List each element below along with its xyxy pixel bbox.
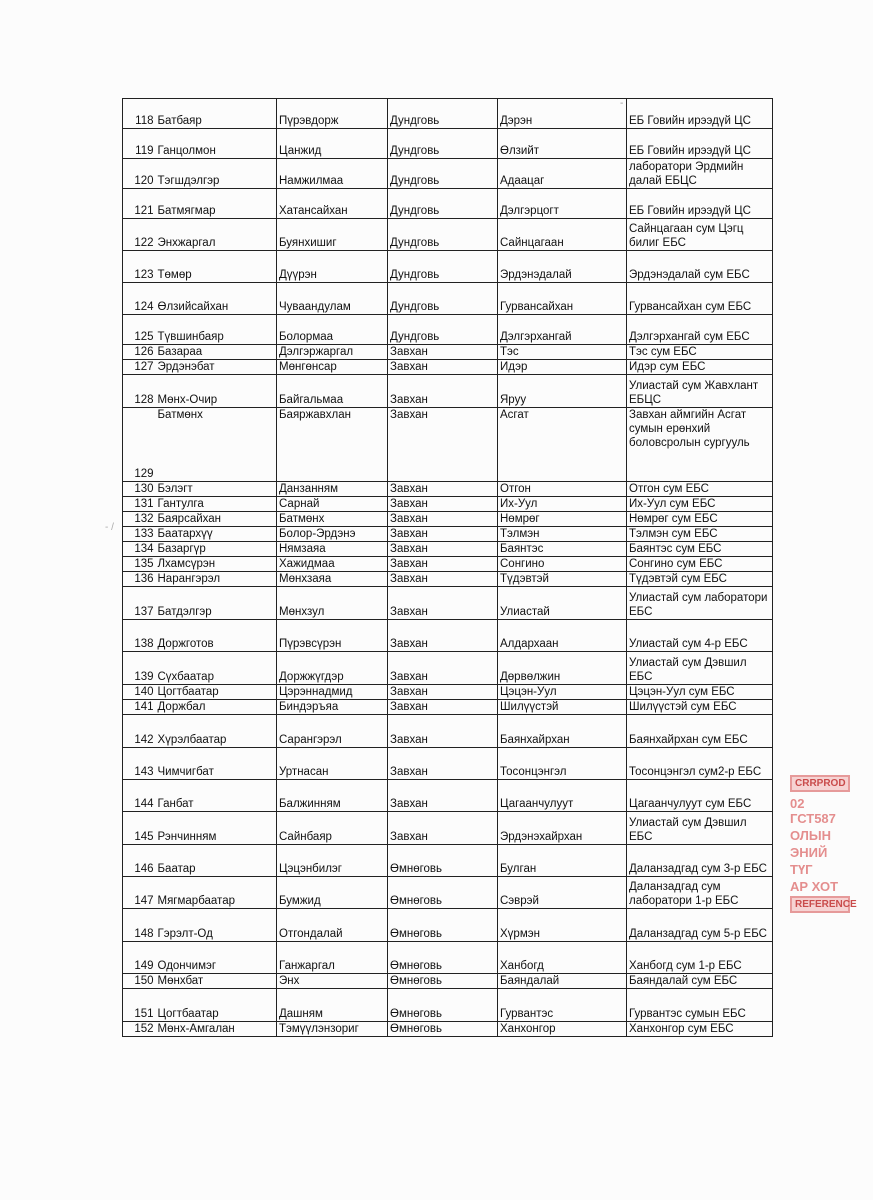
soum-cell: Дэлгэрцогт [498,189,627,219]
first-name-cell: Доржготов [156,620,277,652]
aimag-cell: Өмнөговь [388,942,498,974]
first-name-cell: Гэрэлт-Од [156,909,277,942]
table-row [123,375,773,408]
first-name-cell: Эрдэнэбат [156,360,277,375]
last-name-cell: Энх [277,974,388,989]
row-number: 138 [123,620,156,652]
table-row [123,572,773,587]
soum-cell: Дөрвөлжин [498,652,627,685]
school-cell: Түдэвтэй сум ЕБС [627,572,773,587]
last-name-cell: Цэрэннадмид [277,685,388,700]
first-name-cell: Баярсайхан [156,512,277,527]
first-name-cell: Рэнчинням [156,812,277,845]
school-cell: Тосонцэнгэл сум2-р ЕБС [627,748,773,780]
stamp-header: CRRPROD [790,775,850,792]
row-number: 121 [123,189,156,219]
school-cell: Тэс сум ЕБС [627,345,773,360]
aimag-cell: Завхан [388,715,498,748]
row-number: 139 [123,652,156,685]
first-name-cell: Бэлэгт [156,482,277,497]
school-cell: Эрдэнэдалай сум ЕБС [627,251,773,283]
school-cell: Улиастай сум 4-р ЕБС [627,620,773,652]
table-row [123,497,773,512]
row-number: 143 [123,748,156,780]
aimag-cell: Өмнөговь [388,877,498,909]
table-row [123,652,773,685]
last-name-cell: Буянхишиг [277,219,388,251]
school-cell: ЕБ Говийн ирээдүй ЦС [627,189,773,219]
row-number: 149 [123,942,156,974]
first-name-cell: Сүхбаатар [156,652,277,685]
row-number: 132 [123,512,156,527]
table-row [123,909,773,942]
table-row [123,219,773,251]
table-row [123,251,773,283]
stamp-line: АР ХОТ [790,879,839,894]
first-name-cell: Доржбал [156,700,277,715]
last-name-cell: Мөнхзул [277,587,388,620]
last-name-cell: Уртнасан [277,748,388,780]
aimag-cell: Завхан [388,542,498,557]
row-number: 123 [123,251,156,283]
row-number: 127 [123,360,156,375]
table-row [123,408,773,482]
aimag-cell: Дундговь [388,251,498,283]
first-name-cell: Батмягмар [156,189,277,219]
row-number: 151 [123,989,156,1022]
first-name-cell: Батмөнх [156,408,277,482]
last-name-cell: Болормаа [277,315,388,345]
soum-cell: Цэцэн-Уул [498,685,627,700]
row-number: 134 [123,542,156,557]
last-name-cell: Сарангэрэл [277,715,388,748]
first-name-cell: Батбаяр [156,99,277,129]
school-cell: Ханбогд сум 1-р ЕБС [627,942,773,974]
first-name-cell: Мөнх-Очир [156,375,277,408]
school-cell: Гурвансайхан сум ЕБС [627,283,773,315]
last-name-cell: Батмөнх [277,512,388,527]
last-name-cell: Отгондалай [277,909,388,942]
row-number: 137 [123,587,156,620]
first-name-cell: Ганбат [156,780,277,812]
table-row [123,159,773,189]
row-number: 118 [123,99,156,129]
row-number: 135 [123,557,156,572]
aimag-cell: Өмнөговь [388,974,498,989]
aimag-cell: Дундговь [388,283,498,315]
table-row [123,129,773,159]
aimag-cell: Дундговь [388,129,498,159]
school-cell: Отгон сум ЕБС [627,482,773,497]
aimag-cell: Дундговь [388,159,498,189]
table-row [123,557,773,572]
soum-cell: Цагаанчулуут [498,780,627,812]
first-name-cell: Батдэлгэр [156,587,277,620]
aimag-cell: Завхан [388,512,498,527]
table-row [123,527,773,542]
last-name-cell: Сарнай [277,497,388,512]
last-name-cell: Балжинням [277,780,388,812]
participants-table [122,98,773,1037]
first-name-cell: Цогтбаатар [156,989,277,1022]
last-name-cell: Байгальмаа [277,375,388,408]
table-row [123,345,773,360]
soum-cell: Хүрмэн [498,909,627,942]
table-row [123,974,773,989]
row-number: 128 [123,375,156,408]
first-name-cell: Баатар [156,845,277,877]
table-row [123,482,773,497]
soum-cell: Гурвантэс [498,989,627,1022]
soum-cell: Сайнцагаан [498,219,627,251]
aimag-cell: Завхан [388,345,498,360]
last-name-cell: Мөнхзаяа [277,572,388,587]
soum-cell: Их-Уул [498,497,627,512]
school-cell: Дэлгэрхангай сум ЕБС [627,315,773,345]
stamp-footer: REFERENCE [790,896,850,913]
first-name-cell: Базараа [156,345,277,360]
aimag-cell: Завхан [388,587,498,620]
aimag-cell: Өмнөговь [388,989,498,1022]
aimag-cell: Завхан [388,812,498,845]
last-name-cell: Сайнбаяр [277,812,388,845]
school-cell: Даланзадгад сум лаборатори 1-р ЕБС [627,877,773,909]
school-cell: Завхан аймгийн Асгат сумын ерөнхий боловсролын сургууль [627,408,773,482]
stamp-line: ОЛЫН [790,828,832,843]
row-number: 150 [123,974,156,989]
first-name-cell: Энхжаргал [156,219,277,251]
soum-cell: Дэлгэрхангай [498,315,627,345]
school-cell: Шилүүстэй сум ЕБС [627,700,773,715]
soum-cell: Ханхонгор [498,1022,627,1037]
table-row [123,620,773,652]
aimag-cell: Завхан [388,527,498,542]
aimag-cell: Завхан [388,700,498,715]
row-number: 148 [123,909,156,942]
last-name-cell: Дүүрэн [277,251,388,283]
table-row [123,700,773,715]
school-cell: Ханхонгор сум ЕБС [627,1022,773,1037]
aimag-cell: Завхан [388,375,498,408]
table-row [123,315,773,345]
stamp-line: ТҮГ [790,862,813,877]
soum-cell: Сэврэй [498,877,627,909]
first-name-cell: Цогтбаатар [156,685,277,700]
row-number: 125 [123,315,156,345]
soum-cell: Асгат [498,408,627,482]
last-name-cell: Хатансайхан [277,189,388,219]
aimag-cell: Завхан [388,497,498,512]
school-cell: Нөмрөг сум ЕБС [627,512,773,527]
row-number: 133 [123,527,156,542]
soum-cell: Түдэвтэй [498,572,627,587]
school-cell: Гурвантэс сумын ЕБС [627,989,773,1022]
school-cell: Улиастай сум Дэвшил ЕБС [627,812,773,845]
aimag-cell: Завхан [388,620,498,652]
row-number: 147 [123,877,156,909]
last-name-cell: Цэцэнбилэг [277,845,388,877]
row-number: 140 [123,685,156,700]
last-name-cell: Пүрэвдорж [277,99,388,129]
table-row [123,748,773,780]
row-number: 142 [123,715,156,748]
row-number: 129 [123,408,156,482]
aimag-cell: Завхан [388,360,498,375]
school-cell: Тэлмэн сум ЕБС [627,527,773,542]
soum-cell: Адаацаг [498,159,627,189]
row-number: 122 [123,219,156,251]
soum-cell: Улиастай [498,587,627,620]
row-number: 141 [123,700,156,715]
soum-cell: Гурвансайхан [498,283,627,315]
row-number: 146 [123,845,156,877]
first-name-cell: Базаргүр [156,542,277,557]
soum-cell: Идэр [498,360,627,375]
table-row [123,942,773,974]
table-row [123,780,773,812]
soum-cell: Отгон [498,482,627,497]
last-name-cell: Мөнгөнсар [277,360,388,375]
row-number: 119 [123,129,156,159]
row-number: 131 [123,497,156,512]
aimag-cell: Завхан [388,652,498,685]
last-name-cell: Намжилмаа [277,159,388,189]
soum-cell: Булган [498,845,627,877]
soum-cell: Сонгино [498,557,627,572]
table-row [123,812,773,845]
first-name-cell: Хүрэлбаатар [156,715,277,748]
soum-cell: Эрдэнэхайрхан [498,812,627,845]
stamp-line: 02 ГСТ587 [790,796,836,826]
soum-cell: Яруу [498,375,627,408]
school-cell: Баянтэс сум ЕБС [627,542,773,557]
aimag-cell: Завхан [388,748,498,780]
soum-cell: Нөмрөг [498,512,627,527]
table-row [123,877,773,909]
soum-cell: Баянхайрхан [498,715,627,748]
aimag-cell: Өмнөговь [388,845,498,877]
row-number: 152 [123,1022,156,1037]
aimag-cell: Дундговь [388,99,498,129]
row-number: 126 [123,345,156,360]
first-name-cell: Өлзийсайхан [156,283,277,315]
table-row [123,360,773,375]
last-name-cell: Данзанням [277,482,388,497]
table-row [123,715,773,748]
school-cell: Даланзадгад сум 3-р ЕБС [627,845,773,877]
table-row [123,99,773,129]
aimag-cell: Дундговь [388,315,498,345]
school-cell: Идэр сум ЕБС [627,360,773,375]
school-cell: Улиастай сум Дэвшил ЕБС [627,652,773,685]
scan-mark: - [620,98,624,109]
first-name-cell: Түвшинбаяр [156,315,277,345]
aimag-cell: Завхан [388,482,498,497]
soum-cell: Шилүүстэй [498,700,627,715]
school-cell: Улиастай сум Жавхлант ЕБЦС [627,375,773,408]
last-name-cell: Чуваандулам [277,283,388,315]
soum-cell: Тэс [498,345,627,360]
aimag-cell: Завхан [388,780,498,812]
aimag-cell: Дундговь [388,189,498,219]
row-number: 120 [123,159,156,189]
last-name-cell: Бумжид [277,877,388,909]
table-row [123,189,773,219]
soum-cell: Баянтэс [498,542,627,557]
soum-cell: Тэлмэн [498,527,627,542]
last-name-cell: Доржжүгдэр [277,652,388,685]
first-name-cell: Чимчигбат [156,748,277,780]
stamp-line: ЭНИЙ [790,845,828,860]
aimag-cell: Завхан [388,572,498,587]
soum-cell: Дэрэн [498,99,627,129]
official-stamp [790,775,857,945]
school-cell: Баянхайрхан сум ЕБС [627,715,773,748]
row-number: 145 [123,812,156,845]
table-body [123,99,773,1037]
first-name-cell: Лхамсүрэн [156,557,277,572]
row-number: 144 [123,780,156,812]
first-name-cell: Баатархүү [156,527,277,542]
table-row [123,542,773,557]
table-row [123,685,773,700]
last-name-cell: Болор-Эрдэнэ [277,527,388,542]
school-cell: Сонгино сум ЕБС [627,557,773,572]
school-cell: Цагаанчулуут сум ЕБС [627,780,773,812]
aimag-cell: Дундговь [388,219,498,251]
aimag-cell: Өмнөговь [388,1022,498,1037]
last-name-cell: Биндэръяа [277,700,388,715]
soum-cell: Эрдэнэдалай [498,251,627,283]
soum-cell: Тосонцэнгэл [498,748,627,780]
school-cell: Их-Уул сум ЕБС [627,497,773,512]
last-name-cell: Цанжид [277,129,388,159]
school-cell: ЕБ Говийн ирээдүй ЦС [627,129,773,159]
row-number: 124 [123,283,156,315]
last-name-cell: Тэмүүлэнзориг [277,1022,388,1037]
last-name-cell: Баяржавхлан [277,408,388,482]
first-name-cell: Гантулга [156,497,277,512]
table-row [123,512,773,527]
soum-cell: Ханбогд [498,942,627,974]
soum-cell: Өлзийт [498,129,627,159]
last-name-cell: Нямзаяа [277,542,388,557]
school-cell: ЕБ Говийн ирээдүй ЦС [627,99,773,129]
first-name-cell: Төмөр [156,251,277,283]
aimag-cell: Завхан [388,408,498,482]
school-cell: Улиастай сум лаборатори ЕБС [627,587,773,620]
school-cell: Цэцэн-Уул сум ЕБС [627,685,773,700]
row-number: 130 [123,482,156,497]
first-name-cell: Ганцолмон [156,129,277,159]
soum-cell: Баяндалай [498,974,627,989]
last-name-cell: Дэлгэржаргал [277,345,388,360]
school-cell: Даланзадгад сум 5-р ЕБС [627,909,773,942]
table-row [123,587,773,620]
first-name-cell: Тэгшдэлгэр [156,159,277,189]
table-row [123,1022,773,1037]
soum-cell: Алдархаан [498,620,627,652]
aimag-cell: Завхан [388,557,498,572]
first-name-cell: Мөнхбат [156,974,277,989]
table-row [123,845,773,877]
first-name-cell: Нарангэрэл [156,572,277,587]
scan-mark: - / [105,522,114,533]
last-name-cell: Пүрэвсүрэн [277,620,388,652]
first-name-cell: Одончимэг [156,942,277,974]
last-name-cell: Хажидмаа [277,557,388,572]
last-name-cell: Ганжаргал [277,942,388,974]
last-name-cell: Дашням [277,989,388,1022]
table-row [123,283,773,315]
school-cell: лаборатори Эрдмийн далай ЕБЦС [627,159,773,189]
first-name-cell: Мягмарбаатар [156,877,277,909]
school-cell: Сайнцагаан сум Цэгц билиг ЕБС [627,219,773,251]
table-row [123,989,773,1022]
aimag-cell: Завхан [388,685,498,700]
first-name-cell: Мөнх-Амгалан [156,1022,277,1037]
row-number: 136 [123,572,156,587]
school-cell: Баяндалай сум ЕБС [627,974,773,989]
aimag-cell: Өмнөговь [388,909,498,942]
